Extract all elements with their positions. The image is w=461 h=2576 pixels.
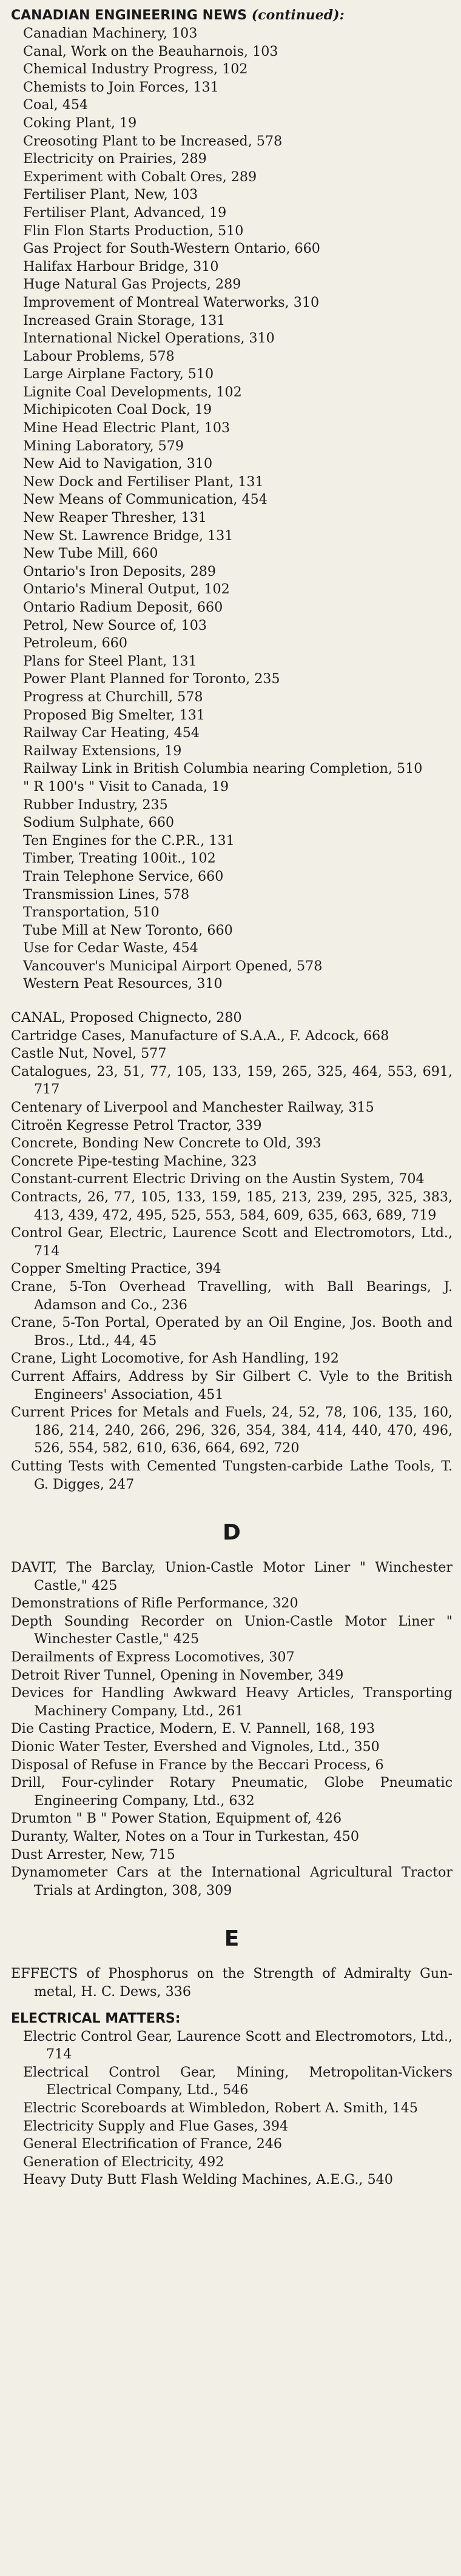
index-entry: General Electrification of France, 246	[23, 2136, 283, 2152]
index-entry: EFFECTS of Phosphorus on the Strength of Admiralty Gun-metal, H. C. Dews, 336	[11, 1966, 453, 2000]
index-entry: Vancouver's Municipal Airport Opened, 578	[23, 958, 323, 974]
electrical-entries	[11, 2028, 453, 2189]
index-entry: Disposal of Refuse in France by the Beccari Process, 6	[11, 1757, 384, 1773]
canadian-entries	[11, 25, 453, 993]
index-entry: Gas Project for South-Western Ontario, 660	[23, 241, 320, 257]
index-entry: Tube Mill at New Toronto, 660	[23, 922, 233, 938]
index-entry: Catalogues, 23, 51, 77, 105, 133, 159, 265, 325, 464, 553, 691, 717	[11, 1063, 453, 1098]
letter-heading-d: D	[223, 1520, 241, 1546]
index-entry: Timber, Treating 100it., 102	[23, 850, 216, 867]
index-entry: Dust Arrester, New, 715	[11, 1846, 175, 1863]
index-entry: Generation of Electricity, 492	[23, 2154, 224, 2170]
index-entry: Crane, 5-Ton Portal, Operated by an Oil Engine, Jos. Booth and Bros., Ltd., 44, 45	[11, 1315, 453, 1349]
index-entry: Train Telephone Service, 660	[23, 868, 224, 884]
index-entry: CANAL, Proposed Chignecto, 280	[11, 1010, 242, 1026]
index-entry: Labour Problems, 578	[23, 348, 175, 364]
index-entry: Cartridge Cases, Manufacture of S.A.A., F. Adcock, 668	[11, 1027, 389, 1044]
index-entry: Castle Nut, Novel, 577	[11, 1046, 167, 1062]
section-heading-canadian	[11, 6, 453, 25]
index-entry: Copper Smelting Practice, 394	[11, 1261, 221, 1277]
index-entry: Chemical Industry Progress, 102	[23, 61, 248, 78]
index-entry: Contracts, 26, 77, 105, 133, 159, 185, 213, 239, 295, 325, 383, 413, 439, 472, 495, 525, 553, 584, 609, 635, 663, 689, 719	[11, 1189, 453, 1223]
index-entry: Large Airplane Factory, 510	[23, 366, 214, 382]
index-entry: Cutting Tests with Cemented Tungsten-carbide Lathe Tools, T. G. Digges, 247	[11, 1458, 453, 1492]
index-entry: Transportation, 510	[23, 904, 160, 921]
index-entry: Railway Extensions, 19	[23, 742, 182, 759]
index-entry: Crane, 5-Ton Overhead Travelling, with Ball Bearings, J. Adamson and Co., 236	[11, 1278, 453, 1313]
index-entry: Control Gear, Electric, Laurence Scott and Electromotors, Ltd., 714	[11, 1225, 453, 1259]
index-entry: Dynamometer Cars at the International Agricultural Tractor Trials at Ardington, 308, 309	[11, 1864, 453, 1898]
index-entry: Mining Laboratory, 579	[23, 438, 184, 454]
index-entry: Centenary of Liverpool and Manchester Railway, 315	[11, 1099, 374, 1116]
index-entry: Heavy Duty Butt Flash Welding Machines, A.E.G., 540	[23, 2172, 393, 2188]
index-entry: DAVIT, The Barclay, Union-Castle Motor Liner " Winchester Castle," 425	[11, 1560, 453, 1593]
index-entry: Devices for Handling Awkward Heavy Articles, Transporting Machinery Company, Ltd., 261	[11, 1685, 453, 1719]
index-entry: Canadian Machinery, 103	[23, 25, 198, 41]
index-entry: Concrete Pipe-testing Machine, 323	[11, 1153, 257, 1169]
index-entry: Detroit River Tunnel, Opening in November, 349	[11, 1667, 344, 1683]
index-entry: Electricity on Prairies, 289	[23, 151, 207, 167]
index-entry: New Reaper Thresher, 131	[23, 510, 207, 526]
index-entry: Demonstrations of Rifle Performance, 320	[11, 1595, 298, 1612]
index-entry: New St. Lawrence Bridge, 131	[23, 527, 234, 544]
index-entry: Increased Grain Storage, 131	[23, 312, 226, 329]
index-entry: International Nickel Operations, 310	[23, 330, 275, 347]
index-entry: Proposed Big Smelter, 131	[23, 707, 206, 723]
electrical-matters-heading: ELECTRICAL MATTERS:	[11, 2010, 181, 2026]
c-entries	[11, 1009, 453, 1493]
index-entry: Electric Control Gear, Laurence Scott and Electromotors, Ltd., 714	[23, 2028, 453, 2063]
index-entry: Crane, Light Locomotive, for Ash Handling, 192	[11, 1350, 339, 1367]
index-entry: Ten Engines for the C.P.R., 131	[23, 832, 235, 849]
index-entry: Coking Plant, 19	[23, 115, 137, 131]
index-entry: Canal, Work on the Beauharnois, 103	[23, 43, 278, 59]
index-entry: Drumton " B " Power Station, Equipment of, 426	[11, 1810, 342, 1827]
index-entry: Railway Link in British Columbia nearing Completion, 510	[23, 761, 423, 777]
index-entry: Use for Cedar Waste, 454	[23, 940, 198, 956]
index-entry: " R 100's " Visit to Canada, 19	[23, 778, 229, 795]
index-entry: Transmission Lines, 578	[23, 886, 190, 903]
index-entry: Flin Flon Starts Production, 510	[23, 222, 244, 239]
index-entry: Constant-current Electric Driving on the Austin System, 704	[11, 1171, 425, 1187]
index-entry: Halifax Harbour Bridge, 310	[23, 258, 219, 275]
index-entry: Power Plant Planned for Toronto, 235	[23, 671, 280, 687]
index-entry: Depth Sounding Recorder on Union-Castle Motor Liner " Winchester Castle," 425	[11, 1613, 453, 1647]
index-entry: Derailments of Express Locomotives, 307	[11, 1649, 295, 1666]
index-entry: Sodium Sulphate, 660	[23, 815, 175, 831]
index-entry: Rubber Industry, 235	[23, 796, 168, 813]
index-entry: Petrol, New Source of, 103	[23, 617, 207, 633]
index-entry: Citroën Kegresse Petrol Tractor, 339	[11, 1117, 262, 1133]
index-entry: Plans for Steel Plant, 131	[23, 653, 197, 669]
index-entry: Electrical Control Gear, Mining, Metropolitan-Vickers Electrical Company, Ltd., 546	[23, 2064, 453, 2098]
index-entry: Die Casting Practice, Modern, E. V. Pannell, 168, 193	[11, 1721, 375, 1737]
index-entry: Michipicoten Coal Dock, 19	[23, 402, 212, 418]
e-entries	[11, 1965, 453, 2001]
index-entry: Western Peat Resources, 310	[23, 976, 223, 992]
index-entry: Electricity Supply and Flue Gases, 394	[23, 2118, 289, 2134]
index-entry: Dionic Water Tester, Evershed and Vignoles, Ltd., 350	[11, 1739, 380, 1755]
index-entry: Duranty, Walter, Notes on a Tour in Turkestan, 450	[11, 1829, 359, 1844]
index-entry: Ontario's Iron Deposits, 289	[23, 563, 217, 579]
d-entries	[11, 1559, 453, 1900]
index-entry: Ontario Radium Deposit, 660	[23, 599, 223, 615]
index-entry: Drill, Four-cylinder Rotary Pneumatic, Globe Pneumatic Engineering Company, Ltd., 632	[11, 1775, 453, 1809]
index-entry: Chemists to Join Forces, 131	[23, 79, 219, 95]
index-entry: Railway Car Heating, 454	[23, 725, 200, 741]
index-entry: Mine Head Electric Plant, 103	[23, 420, 231, 436]
letter-heading-e: E	[224, 1926, 240, 1952]
index-entry: Lignite Coal Developments, 102	[23, 384, 242, 400]
index-entry: Concrete, Bonding New Concrete to Old, 393	[11, 1135, 321, 1152]
index-entry: New Means of Communication, 454	[23, 492, 268, 508]
continued-label: (continued):	[251, 7, 345, 23]
index-entry: Experiment with Cobalt Ores, 289	[23, 169, 257, 185]
index-entry: New Dock and Fertiliser Plant, 131	[23, 473, 264, 490]
index-entry: Electric Scoreboards at Wimbledon, Robert A. Smith, 145	[23, 2100, 418, 2116]
index-entry: Huge Natural Gas Projects, 289	[23, 276, 241, 293]
index-entry: Current Prices for Metals and Fuels, 24, 52, 78, 106, 135, 160, 186, 214, 240, 266, 296, 326, 354, 384, 414, 440, 470, 496, 526, 554, 582, 610, 636, 664, 692, 720	[11, 1404, 453, 1457]
index-entry: Creosoting Plant to be Increased, 578	[23, 133, 283, 149]
index-entry: Fertiliser Plant, New, 103	[23, 187, 198, 203]
index-entry: New Tube Mill, 660	[23, 546, 158, 562]
section-title: CANADIAN ENGINEERING NEWS	[11, 8, 247, 23]
index-entry: Ontario's Mineral Output, 102	[23, 581, 230, 598]
index-entry: Improvement of Montreal Waterworks, 310	[23, 294, 320, 310]
index-entry: New Aid to Navigation, 310	[23, 456, 213, 472]
index-entry: Coal, 454	[23, 97, 89, 113]
index-entry: Progress at Churchill, 578	[23, 689, 203, 705]
index-entry: Current Affairs, Address by Sir Gilbert C. Vyle to the British Engineers' Association, 451	[11, 1368, 453, 1403]
index-entry: Petroleum, 660	[23, 635, 127, 652]
index-entry: Fertiliser Plant, Advanced, 19	[23, 204, 227, 221]
